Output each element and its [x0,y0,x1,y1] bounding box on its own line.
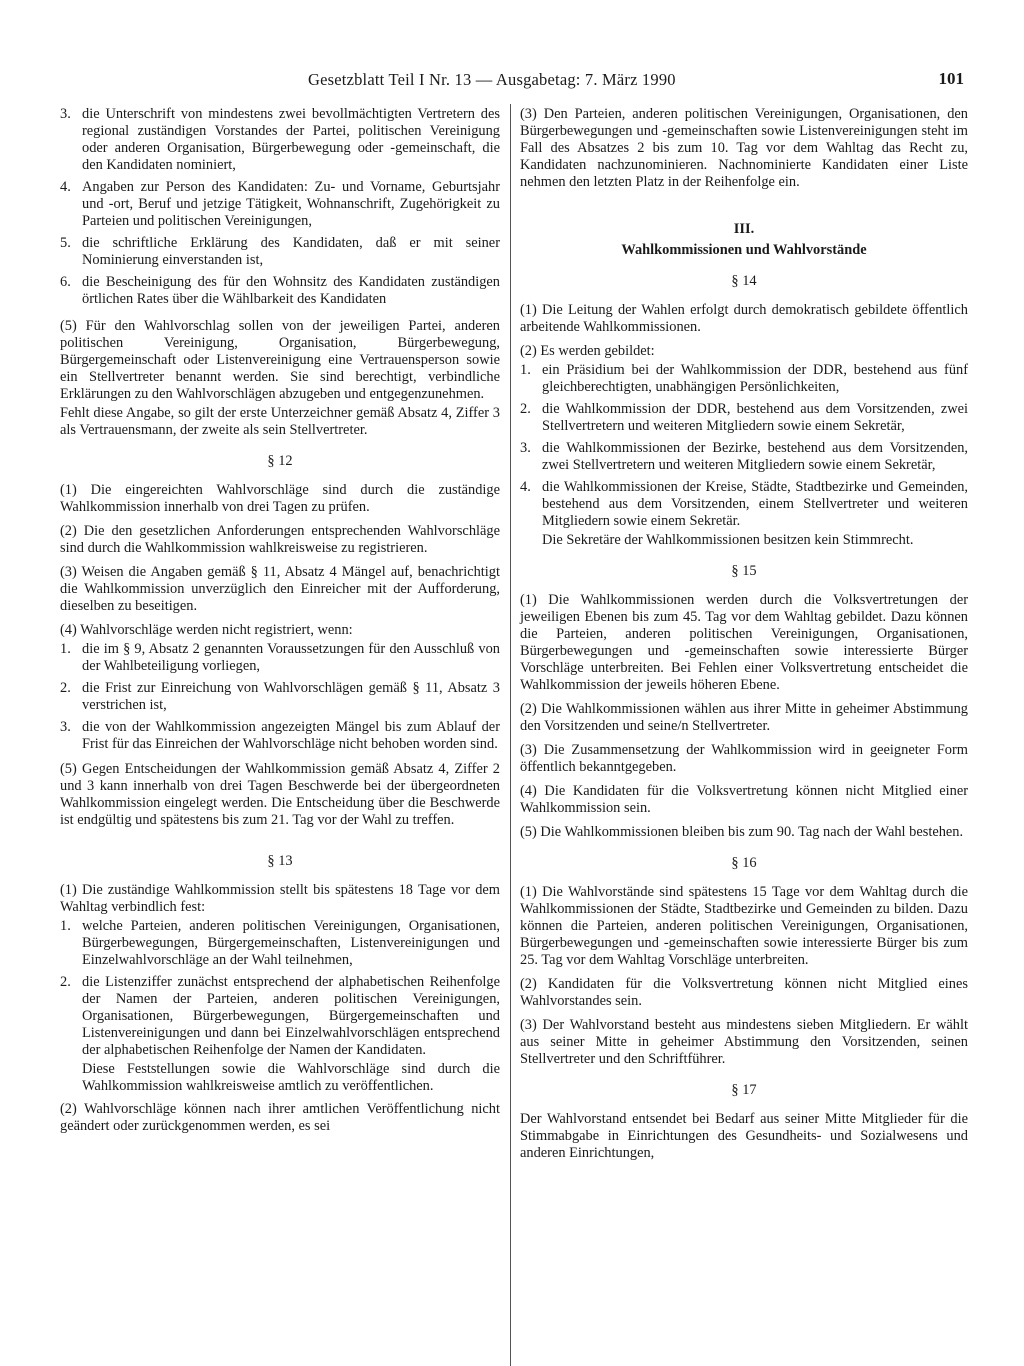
chapter-title: Wahlkommissionen und Wahlvorstände [621,242,867,258]
page-header [60,70,964,94]
paragraph: (5) Gegen Entscheidungen der Wahlkommission gemäß Absatz 4, Ziffer 2 und 3 kann innerhalb von drei Tagen Beschwerde bei der übergeordneten Wahlkommission eingelegt werden. Die Entscheidung über die Beschwerde ist endgültig und spätestens bis zum 21. Tag vor der Wahl zu treffen. [60,761,500,828]
paragraph: (2) Es werden gebildet: [520,343,655,359]
paragraph: Fehlt diese Angabe, so gilt der erste Unterzeichner gemäß Absatz 4, Ziffer 3 als Vertrauensmann, der zweite als sein Stellvertreter. [60,405,500,438]
section-heading: § 16 [731,855,757,871]
page-number: 101 [938,69,964,88]
note: Diese Feststellungen sowie die Wahlvorschläge sind durch die Wahlkommission wahlkreisweise amtlich zu veröffentlichen. [82,1061,500,1094]
left-column [60,106,500,1142]
right-column [520,106,968,1169]
paragraph: (2) Wahlvorschläge können nach ihrer amtlichen Veröffentlichung nicht geändert oder zurückgenommen werden, es sei [60,1101,500,1134]
list-item: 3. die Unterschrift von mindestens zwei bevollmächtigten Vertretern des regional zuständigen Vorstandes der Partei, politischen Vereinigung oder anderen Organisation, Bürgerbewegung oder -gemeinschaft, die den Kandidaten nominiert, [60,106,500,173]
list-item: 3. die Wahlkommissionen der Bezirke, bestehend aus dem Vorsitzenden, zwei Stellvertretern und weiteren Mitgliedern sowie einem Sekretär, [520,440,968,473]
paragraph: (3) Weisen die Angaben gemäß § 11, Absatz 4 Mängel auf, benachrichtigt die Wahlkommission unverzüglich den Einreicher mit der Aufforderung, dieselben zu beseitigen. [60,564,500,614]
list-item: 2. die Frist zur Einreichung von Wahlvorschlägen gemäß § 11, Absatz 3 verstrichen ist, [60,680,500,713]
note: Die Sekretäre der Wahlkommissionen besitzen kein Stimmrecht. [542,532,914,548]
paragraph: (4) Wahlvorschläge werden nicht registriert, wenn: [60,622,353,638]
running-title: Gesetzblatt Teil I Nr. 13 — Ausgabetag: 7. März 1990 [308,70,676,89]
section-heading: § 13 [267,853,293,869]
paragraph: Der Wahlvorstand entsendet bei Bedarf aus seiner Mitte Mitglieder für die Stimmabgabe in Einrichtungen des Gesundheits- und Sozialwesens und anderen Einrichtungen, [520,1111,968,1161]
paragraph: (2) Die den gesetzlichen Anforderungen entsprechenden Wahlvorschläge sind durch die Wahlkommission wahlkreisweise zu registrieren. [60,523,500,556]
paragraph: (4) Die Kandidaten für die Volksvertretung können nicht Mitglied einer Wahlkommission sein. [520,783,968,816]
list-item: 1. welche Parteien, anderen politischen Vereinigungen, Organisationen, Bürgerbewegungen, Bürgergemeinschaften, Listenvereinigungen und Einzelwahlvorschläge an der Wahl teilnehmen, [60,918,500,968]
section-heading: § 12 [267,453,293,469]
list-item: 4. Angaben zur Person des Kandidaten: Zu- und Vorname, Geburtsjahr und -ort, Beruf und jetzige Tätigkeit, Wohnanschrift, Zugehörigkeit zu Parteien und politischen Vereinigungen, [60,179,500,229]
paragraph: (1) Die Wahlkommissionen werden durch die Volksvertretungen der jeweiligen Ebenen bis zum 45. Tag vor dem Wahltag gebildet. Dazu können die Parteien, anderen politischen Vereinigungen, Organisationen, Bürgerbewegungen und -gemeinschaften sowie interessierte Bürger Vorschläge unterbreiten. Bei Fehlen einer Volksvertretung entscheidet die Wahlkommission der jeweils höheren Ebene. [520,592,968,693]
section-heading: § 14 [731,273,757,289]
list-item: 6. die Bescheinigung des für den Wohnsitz des Kandidaten zuständigen örtlichen Rates über die Wählbarkeit des Kandidaten [60,274,500,307]
chapter-number: III. [733,221,755,237]
paragraph: (1) Die Wahlvorstände sind spätestens 15 Tage vor dem Wahltag durch die Wahlkommissionen der Städte, Stadtbezirke und Gemeinden zu bilden. Dazu können die Parteien, anderen politischen Vereinigungen, Organisationen, Bürgerbewegungen und -gemeinschaften sowie interessierte Bürger bis zum 25. Tag vor dem Wahltag Vorschläge unterbreiten. [520,884,968,968]
section-heading: § 17 [731,1082,757,1098]
paragraph: (3) Der Wahlvorstand besteht aus mindestens sieben Mitgliedern. Er wählt aus seiner Mitte in geheimer Abstimmung den Vorsitzenden, seinen Stellvertreter und den Schriftführer. [520,1017,968,1067]
list-item: 1. die im § 9, Absatz 2 genannten Voraussetzungen für den Ausschluß von der Wahlbeteiligung vorliegen, [60,641,500,674]
list-item: 2. die Listenziffer zunächst entsprechend der alphabetischen Reihenfolge der Namen der Parteien, anderen politischen Vereinigungen, Organisationen, Bürgerbewegungen, Bürgergemeinschaften und Listenvereinigungen und dann bei Einzelwahlvorschlägen entsprechend der alphabetischen Reihenfolge der Namen der Kandidaten. [60,974,500,1058]
paragraph: (2) Die Wahlkommissionen wählen aus ihrer Mitte in geheimer Abstimmung den Vorsitzenden und seine/n Stellvertreter. [520,701,968,734]
section-heading: § 15 [731,563,757,579]
list-item: 4. die Wahlkommissionen der Kreise, Städte, Stadtbezirke und Gemeinden, bestehend aus dem Vorsitzenden, einem Stellvertreter und weiteren Mitgliedern sowie einem Sekretär. [520,479,968,529]
list-item: 5. die schriftliche Erklärung des Kandidaten, daß er mit seiner Nominierung einverstanden ist, [60,235,500,268]
paragraph: (5) Die Wahlkommissionen bleiben bis zum 90. Tag nach der Wahl bestehen. [520,824,964,840]
list-item: 3. die von der Wahlkommission angezeigten Mängel bis zum Ablauf der Frist für das Einreichen der Wahlvorschläge nicht behoben worden sind. [60,719,500,752]
paragraph: (3) Die Zusammensetzung der Wahlkommission wird in geeigneter Form öffentlich bekanntgegeben. [520,742,968,775]
paragraph: (1) Die eingereichten Wahlvorschläge sind durch die zuständige Wahlkommission innerhalb von drei Tagen zu prüfen. [60,482,500,515]
paragraph: (5) Für den Wahlvorschlag sollen von der jeweiligen Partei, anderen politischen Vereinigung, Organisation, Bürgerbewegung, Bürgergemeinschaft oder Listenvereinigung eine Vertrauensperson sowie ein Stellvertreter benannt werden. Sie sind berechtigt, verbindliche Erklärungen zu den Wahlvorschlägen abzugeben und entgegenzunehmen. [60,318,500,402]
column-divider [510,104,511,1366]
paragraph: (1) Die zuständige Wahlkommission stellt bis spätestens 18 Tage vor dem Wahltag verbindlich fest: [60,882,500,915]
paragraph: (3) Den Parteien, anderen politischen Vereinigungen, Organisationen, den Bürgerbewegungen und -gemeinschaften sowie Listenvereinigungen steht im Fall des Absatzes 2 bis zum 10. Tag vor dem Wahltag das Recht zu, Kandidaten nachzunominieren. Nachnominierte Kandidaten einer Liste nehmen den letzten Platz in der Reihenfolge ein. [520,106,968,190]
paragraph: (2) Kandidaten für die Volksvertretung können nicht Mitglied eines Wahlvorstandes sein. [520,976,968,1009]
paragraph: (1) Die Leitung der Wahlen erfolgt durch demokratisch gebildete öffentlich arbeitende Wahlkommissionen. [520,302,968,335]
list-item: 1. ein Präsidium bei der Wahlkommission der DDR, bestehend aus fünf gleichberechtigten, unabhängigen Persönlichkeiten, [520,362,968,395]
list-item: 2. die Wahlkommission der DDR, bestehend aus dem Vorsitzenden, zwei Stellvertretern und weiteren Mitgliedern sowie einem Sekretär, [520,401,968,434]
